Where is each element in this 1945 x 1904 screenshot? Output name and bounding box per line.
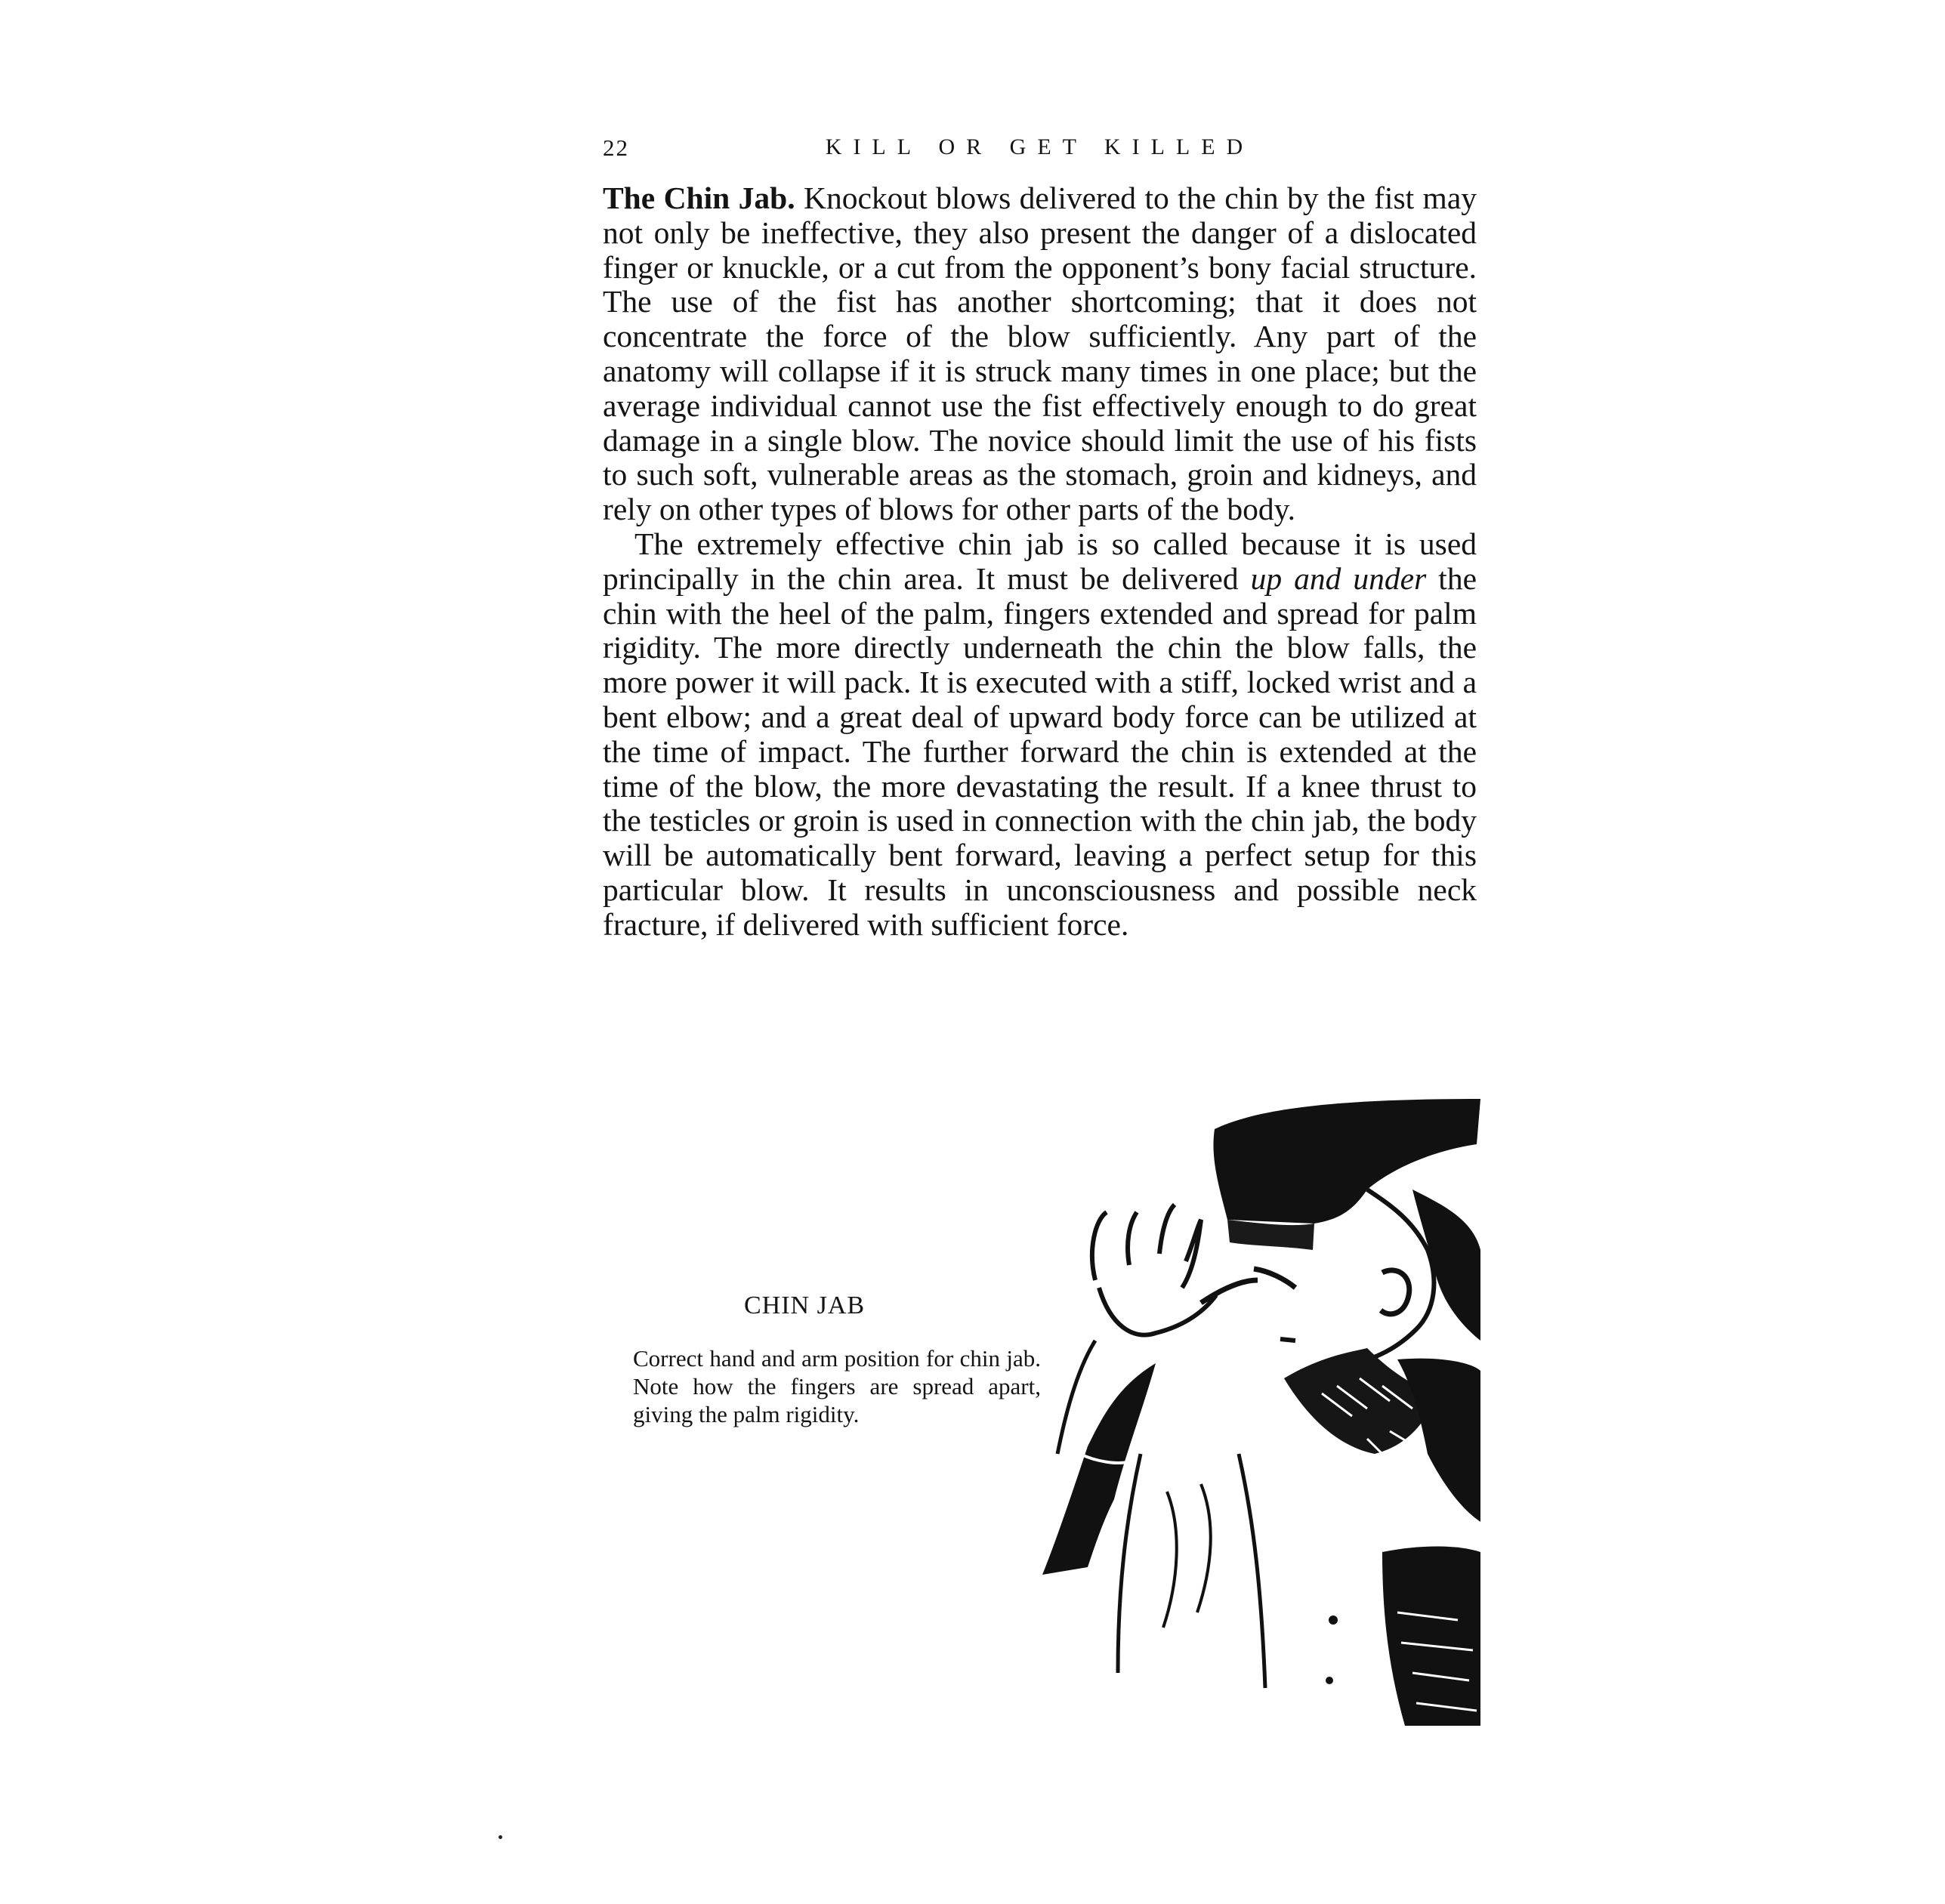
torso-left-edge [1118,1454,1141,1673]
brow [1254,1269,1295,1288]
finger-4 [1182,1220,1201,1288]
paragraph-2-emphasis: up and under [1250,560,1427,596]
finger-1 [1092,1212,1107,1280]
running-head: KILL OR GET KILLED [825,134,1255,159]
mouth [1280,1339,1295,1341]
sleeve-fold [1197,1484,1211,1612]
finger-2 [1128,1212,1137,1265]
figure-caption-text: Correct hand and arm position for chin jab. Note how the fingers are spread apart, giving the palm rigidity. [633,1345,1041,1427]
sleeve-fold [1163,1492,1177,1628]
chin-jab-illustration [1035,1099,1480,1726]
ear [1381,1270,1409,1314]
page-header [603,134,1477,172]
body-text [603,181,1477,943]
shirt-button [1326,1677,1333,1684]
paragraph-2 [603,527,1477,943]
shoulder-right [1397,1359,1480,1522]
scan-speck [499,1835,502,1839]
shirt-placket [1239,1454,1265,1688]
figure-caption-title: CHIN JAB [744,1291,866,1319]
paragraph-1-text: Knockout blows delivered to the chin by the fist may not only be ineffective, they also present the danger of a dislocated finger or knuckle, or a cut from the opponent’s bony facial structure. The use of the fist has another shortcoming; that it does not concentrate the force of the blow sufficiently. Any part of the anatomy will collapse if it is struck many times in one place; but the average individual cannot use the fist effectively enough to do great damage in a single blow. The novice should limit the use of his fists to such soft, vulnerable areas as the stomach, groin and kidneys, and rely on other types of blows for other parts of the body. [603,181,1477,527]
paragraph-2-text-a: The extremely effective chin jab is so called because it is used principally in the chin area. It must be delivered [603,526,1477,596]
page-number: 22 [603,134,629,161]
paragraph-2-text-b: the chin with the heel of the palm, fingers extended and spread for palm rigidity. The more directly underneath the chin the blow falls, the more power it will pack. It is executed with a stiff, locked wrist and a bent elbow; and a great deal of upward body force can be utilized at the time of impact. The further forward the chin is extended at the time of the blow, the more devastating the result. If a knee thrust to the testicles or groin is used in connection with the chin jab, the body will be automatically bent forward, leaving a perfect setup for this particular blow. It results in unconsciousness and possible neck fracture, if delivered with sufficient force. [603,560,1477,942]
finger-3 [1159,1205,1175,1254]
forearm [1057,1341,1095,1454]
pocket-shadow [1382,1547,1480,1727]
shirt-button [1329,1615,1338,1625]
thumb [1201,1280,1258,1303]
cap-side-shading [1227,1220,1314,1250]
paragraph-1 [603,181,1477,527]
palm [1099,1288,1216,1335]
section-run-in-heading: The Chin Jab. [603,181,795,215]
